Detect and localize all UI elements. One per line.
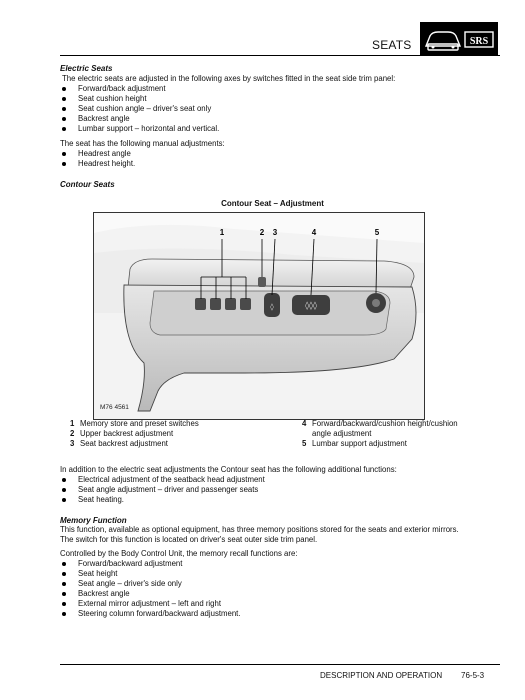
additional-list xyxy=(60,475,265,505)
memory-list xyxy=(60,559,241,619)
footer-rule xyxy=(60,664,500,665)
memory-heading: Memory Function xyxy=(60,516,127,525)
list-item: Electrical adjustment of the seatback head adjustment xyxy=(60,475,265,485)
list-item: Seat height xyxy=(60,569,241,579)
srs-logo xyxy=(420,22,498,56)
upper-backrest-switch xyxy=(258,277,266,287)
car-front-icon xyxy=(420,22,498,56)
electric-list xyxy=(60,84,219,134)
memory-line-2: The switch for this function is located on driver's seat outer side trim panel. xyxy=(60,535,318,544)
callout-3: 3 xyxy=(272,228,278,237)
contour-seats-heading: Contour Seats xyxy=(60,180,115,189)
callout-4: 4 xyxy=(311,228,317,237)
list-item: Backrest angle xyxy=(60,114,219,124)
list-item: Seat angle – driver's side only xyxy=(60,579,241,589)
manual-list xyxy=(60,149,135,169)
captions-left xyxy=(70,419,199,449)
list-item: Lumbar support – horizontal and vertical. xyxy=(60,124,219,134)
svg-text:◊: ◊ xyxy=(270,303,274,311)
list-item: Steering column forward/backward adjustment. xyxy=(60,609,241,619)
memory-line-1: This function, available as optional equipment, has three memory positions stored for the seats and exterior mirrors. xyxy=(60,525,459,534)
callout-5: 5 xyxy=(374,228,380,237)
caption-4-cont: angle adjustment xyxy=(312,429,372,438)
caption-1: 1 Memory store and preset switches xyxy=(70,419,199,428)
callout-2: 2 xyxy=(259,228,265,237)
footer-section: DESCRIPTION AND OPERATION xyxy=(320,671,443,680)
list-item: Headrest angle xyxy=(60,149,135,159)
list-item: Backrest angle xyxy=(60,589,241,599)
manual-intro: The seat has the following manual adjustments: xyxy=(60,139,225,148)
list-item: Seat angle adjustment – driver and passenger seats xyxy=(60,485,265,495)
caption-3: 3 Seat backrest adjustment xyxy=(70,439,168,448)
seat-panel-drawing xyxy=(94,213,424,419)
list-item: Headrest height. xyxy=(60,159,135,169)
footer-page: 76-5-3 xyxy=(461,671,485,680)
list-item: Forward/back adjustment xyxy=(60,84,219,94)
list-item: Seat cushion angle – driver's seat only xyxy=(60,104,219,114)
callout-1: 1 xyxy=(219,228,225,237)
list-item: Forward/backward adjustment xyxy=(60,559,241,569)
figure-title: Contour Seat – Adjustment xyxy=(221,199,324,208)
page-header-title: SEATS xyxy=(372,38,412,52)
list-item: Seat cushion height xyxy=(60,94,219,104)
electric-intro: The electric seats are adjusted in the following axes by switches fitted in the seat side trim panel: xyxy=(62,74,396,83)
captions-right xyxy=(302,419,458,449)
figure-ref: M76 4561 xyxy=(100,404,129,411)
caption-5: 5 Lumbar support adjustment xyxy=(302,439,407,448)
caption-4: 4 Forward/backward/cushion height/cushion xyxy=(302,419,458,428)
list-item: Seat heating. xyxy=(60,495,265,505)
memory-recall-intro: Controlled by the Body Control Unit, the memory recall functions are: xyxy=(60,549,298,558)
caption-2: 2 Upper backrest adjustment xyxy=(70,429,174,438)
svg-text:◊◊◊: ◊◊◊ xyxy=(305,301,317,310)
additional-intro: In addition to the electric seat adjustments the Contour seat has the following additional functions: xyxy=(60,465,397,474)
seat-switch-illustration xyxy=(93,212,425,420)
electric-seats-heading: Electric Seats xyxy=(60,64,113,73)
header-rule xyxy=(60,55,500,56)
logo-text: SRS xyxy=(469,36,489,47)
list-item: External mirror adjustment – left and right xyxy=(60,599,241,609)
